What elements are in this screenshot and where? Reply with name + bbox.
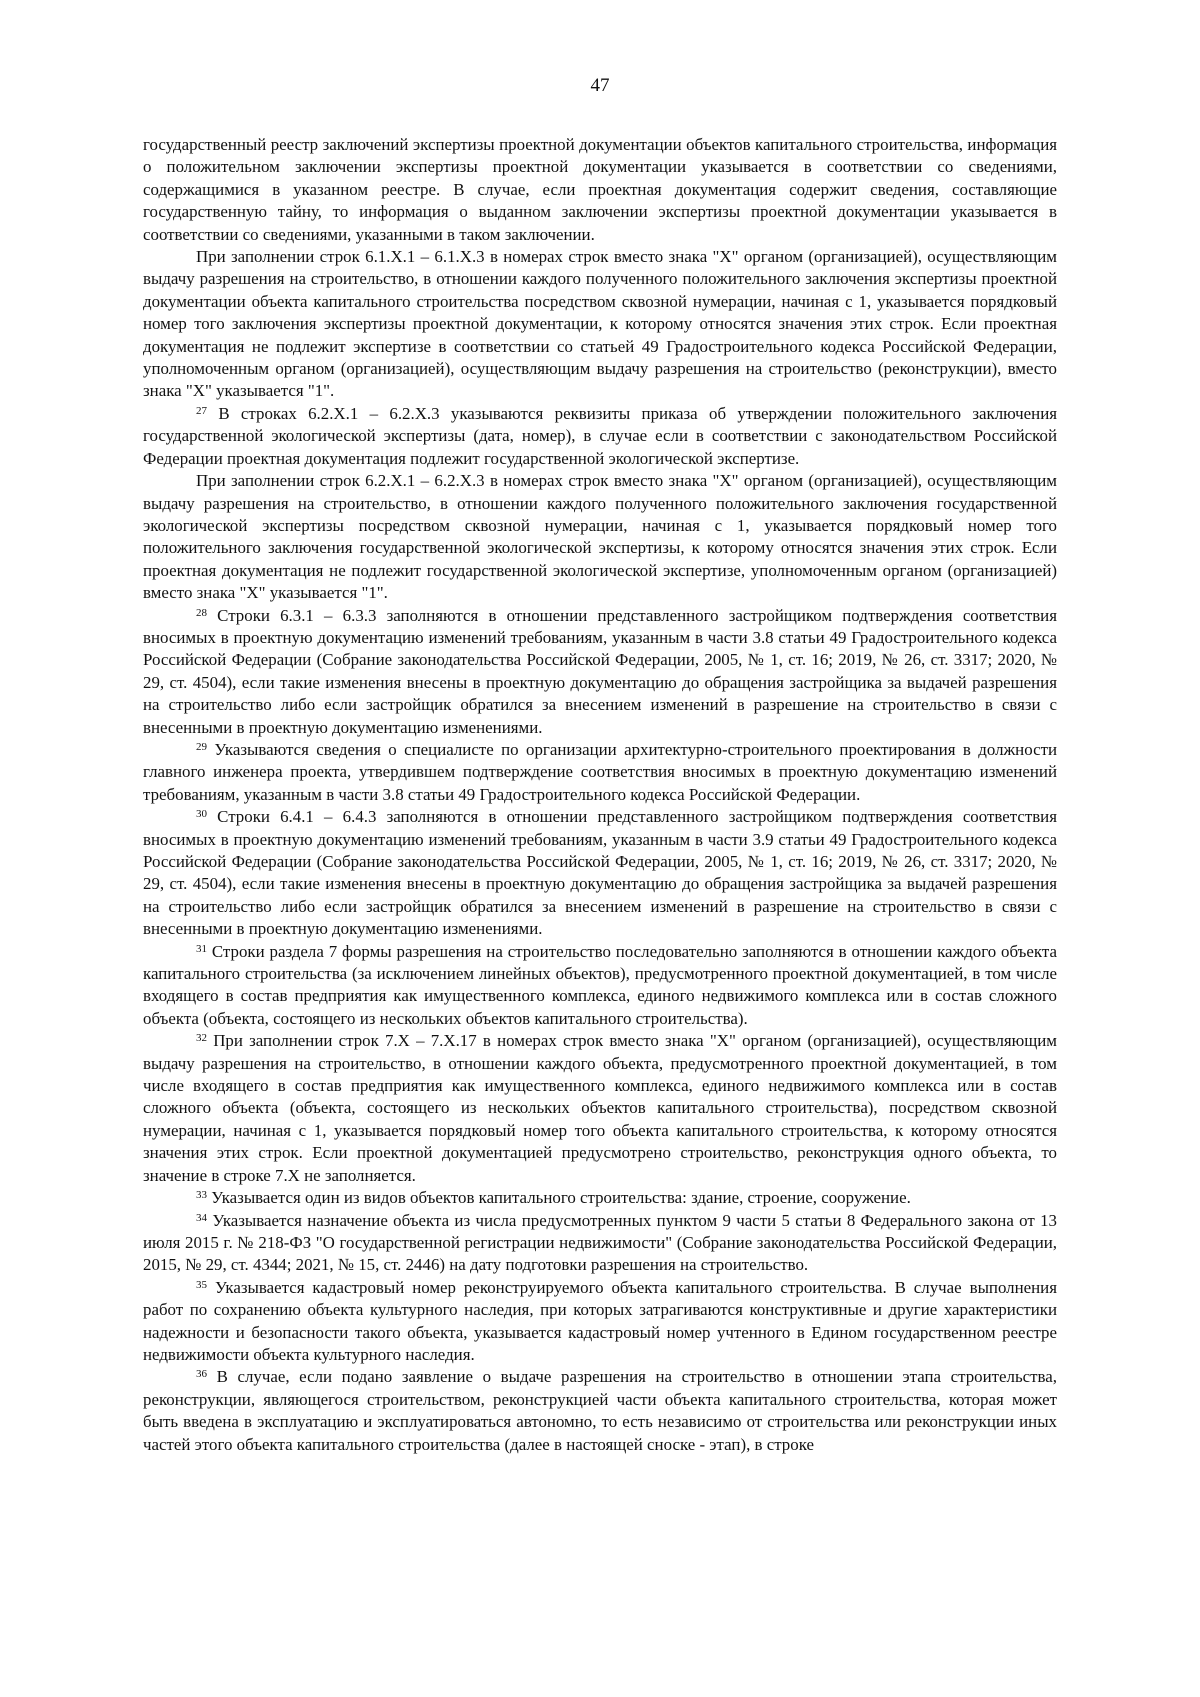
footnote-text: Указываются сведения о специалисте по организации архитектурно-строительного проектирования в должности главного инженера проекта, утвердившем подтверждение соответствия вносимых в проектную документацию изменений требованиям, указанным в части 3.8 статьи 49 Градостроительного кодекса Российской Федерации.	[143, 739, 1057, 804]
footnote-28	[143, 605, 1057, 739]
paragraph	[143, 470, 1057, 604]
footnote-number: 34	[196, 1211, 207, 1224]
footnote-number: 36	[196, 1368, 207, 1381]
paragraph-text: При заполнении строк 6.1.X.1 – 6.1.X.3 в номерах строк вместо знака "X" органом (организацией), осуществляющим выдачу разрешения на строительство, в отношении каждого полученного положительного заключения экспертизы проектной документации объекта капитального строительства посредством сквозной нумерации, начиная с 1, указывается порядковый номер того заключения экспертизы проектной документации, к которому относятся значения этих строк. Если проектная документация не подлежит экспертизе в соответствии со статьей 49 Градостроительного кодекса Российской Федерации, уполномоченным органом (организацией), осуществляющим выдачу разрешения на строительство (реконструкции), вместо знака "X" указывается "1".	[143, 247, 1057, 401]
footnote-text: При заполнении строк 7.X – 7.X.17 в номерах строк вместо знака "X" органом (организацией), осуществляющим выдачу разрешения на строительство, в отношении каждого объекта, предусмотренного проектной документацией, в том числе входящего в состав предприятия как имущественного комплекса, единого недвижимого комплекса или в состав сложного объекта (объекта, состоящего из нескольких объектов капитального строительства), посредством сквозной нумерации, начиная с 1, указывается порядковый номер того объекта капитального строительства, к которому относятся значения этих строк. Если проектной документацией предусмотрено строительство, реконструкция одного объекта, то значение в строке 7.X не заполняется.	[143, 1031, 1057, 1185]
footnote-27	[143, 403, 1057, 470]
footnote-number: 35	[196, 1278, 207, 1291]
paragraph-continuation	[143, 134, 1057, 246]
footnote-34	[143, 1210, 1057, 1277]
page-number: 47	[590, 75, 610, 96]
footnote-text: Строки 6.4.1 – 6.4.3 заполняются в отношении представленного застройщиком подтверждения соответствия вносимых в проектную документацию изменений требованиям, указанным в части 3.9 статьи 49 Градостроительного кодекса Российской Федерации (Собрание законодательства Российской Федерации, 2005, № 1, ст. 16; 2019, № 26, ст. 3317; 2020, № 29, ст. 4504), если такие изменения внесены в проектную документацию до обращения застройщика за выдачей разрешения на строительство либо если застройщик обратился за внесением изменений в разрешение на строительство в связи с внесенными в проектную документацию изменениями.	[143, 807, 1057, 939]
footnote-35	[143, 1277, 1057, 1367]
footnote-text: Строки раздела 7 формы разрешения на строительство последовательно заполняются в отношении каждого объекта капитального строительства (за исключением линейных объектов), предусмотренного проектной документацией, в том числе входящего в состав предприятия как имущественного комплекса, единого недвижимого комплекса или в состав сложного объекта (объекта, состоящего из нескольких объектов капитального строительства).	[143, 941, 1057, 1028]
footnote-36	[143, 1366, 1057, 1456]
footnote-29	[143, 739, 1057, 806]
footnote-number: 27	[196, 404, 207, 417]
footnote-number: 33	[196, 1189, 207, 1202]
footnote-32	[143, 1030, 1057, 1187]
footnote-text: Строки 6.3.1 – 6.3.3 заполняются в отношении представленного застройщиком подтверждения соответствия вносимых в проектную документацию изменений требованиям, указанным в части 3.8 статьи 49 Градостроительного кодекса Российской Федерации (Собрание законодательства Российской Федерации, 2005, № 1, ст. 16; 2019, № 26, ст. 3317; 2020, № 29, ст. 4504), если такие изменения внесены в проектную документацию до обращения застройщика за выдачей разрешения на строительство либо если застройщик обратился за внесением изменений в разрешение на строительство в связи с внесенными в проектную документацию изменениями.	[143, 605, 1057, 737]
footnote-30	[143, 806, 1057, 940]
footnote-text: В случае, если подано заявление о выдаче разрешения на строительство в отношении этапа строительства, реконструкции, являющегося строительством, реконструкцией части объекта капитального строительства, которая может быть введена в эксплуатацию и эксплуатироваться автономно, то есть независимо от строительства или реконструкции иных частей этого объекта капитального строительства (далее в настоящей сноске - этап), в строке	[143, 1367, 1057, 1454]
footnote-31	[143, 941, 1057, 1031]
footnote-number: 30	[196, 808, 207, 821]
footnote-text: В строках 6.2.X.1 – 6.2.X.3 указываются реквизиты приказа об утверждении положительного заключения государственной экологической экспертизы (дата, номер), в случае если в соответствии с законодательством Российской Федерации проектная документация подлежит государственной экологической экспертизе.	[143, 403, 1057, 468]
footnote-number: 28	[196, 606, 207, 619]
paragraph	[143, 246, 1057, 403]
footnote-text: Указывается назначение объекта из числа предусмотренных пунктом 9 части 5 статьи 8 Федерального закона от 13 июля 2015 г. № 218-ФЗ "О государственной регистрации недвижимости" (Собрание законодательства Российской Федерации, 2015, № 29, ст. 4344; 2021, № 15, ст. 2446) на дату подготовки разрешения на строительство.	[143, 1210, 1057, 1275]
paragraph-text: государственный реестр заключений экспертизы проектной документации объектов капитального строительства, информация о положительном заключении экспертизы проектной документации указывается в соответствии со сведениями, содержащимися в указанном реестре. В случае, если проектная документация содержит сведения, составляющие государственную тайну, то информация о выданном заключении экспертизы проектной документации указывается в соответствии со сведениями, указанными в таком заключении.	[143, 135, 1057, 244]
footnote-text: Указывается один из видов объектов капитального строительства: здание, строение, сооружение.	[211, 1188, 911, 1208]
footnote-number: 31	[196, 942, 207, 955]
footnote-number: 29	[196, 740, 207, 753]
footnote-number: 32	[196, 1032, 207, 1045]
footnote-33	[143, 1187, 1057, 1209]
paragraph-text: При заполнении строк 6.2.X.1 – 6.2.X.3 в номерах строк вместо знака "X" органом (организацией), осуществляющим выдачу разрешения на строительство, в отношении каждого полученного положительного заключения государственной экологической экспертизы посредством сквозной нумерации, начиная с 1, указывается порядковый номер того положительного заключения государственной экологической экспертизы, к которому относятся значения этих строк. Если проектная документация не подлежит государственной экологической экспертизе, уполномоченным органом (организацией) вместо знака "X" указывается "1".	[143, 471, 1057, 603]
document-body	[143, 134, 1057, 1456]
footnote-text: Указывается кадастровый номер реконструируемого объекта капитального строительства. В случае выполнения работ по сохранению объекта культурного наследия, при которых затрагиваются конструктивные и другие характеристики надежности и безопасности такого объекта, указывается кадастровый номер учтенного в Едином государственном реестре недвижимости объекта культурного наследия.	[143, 1277, 1057, 1364]
